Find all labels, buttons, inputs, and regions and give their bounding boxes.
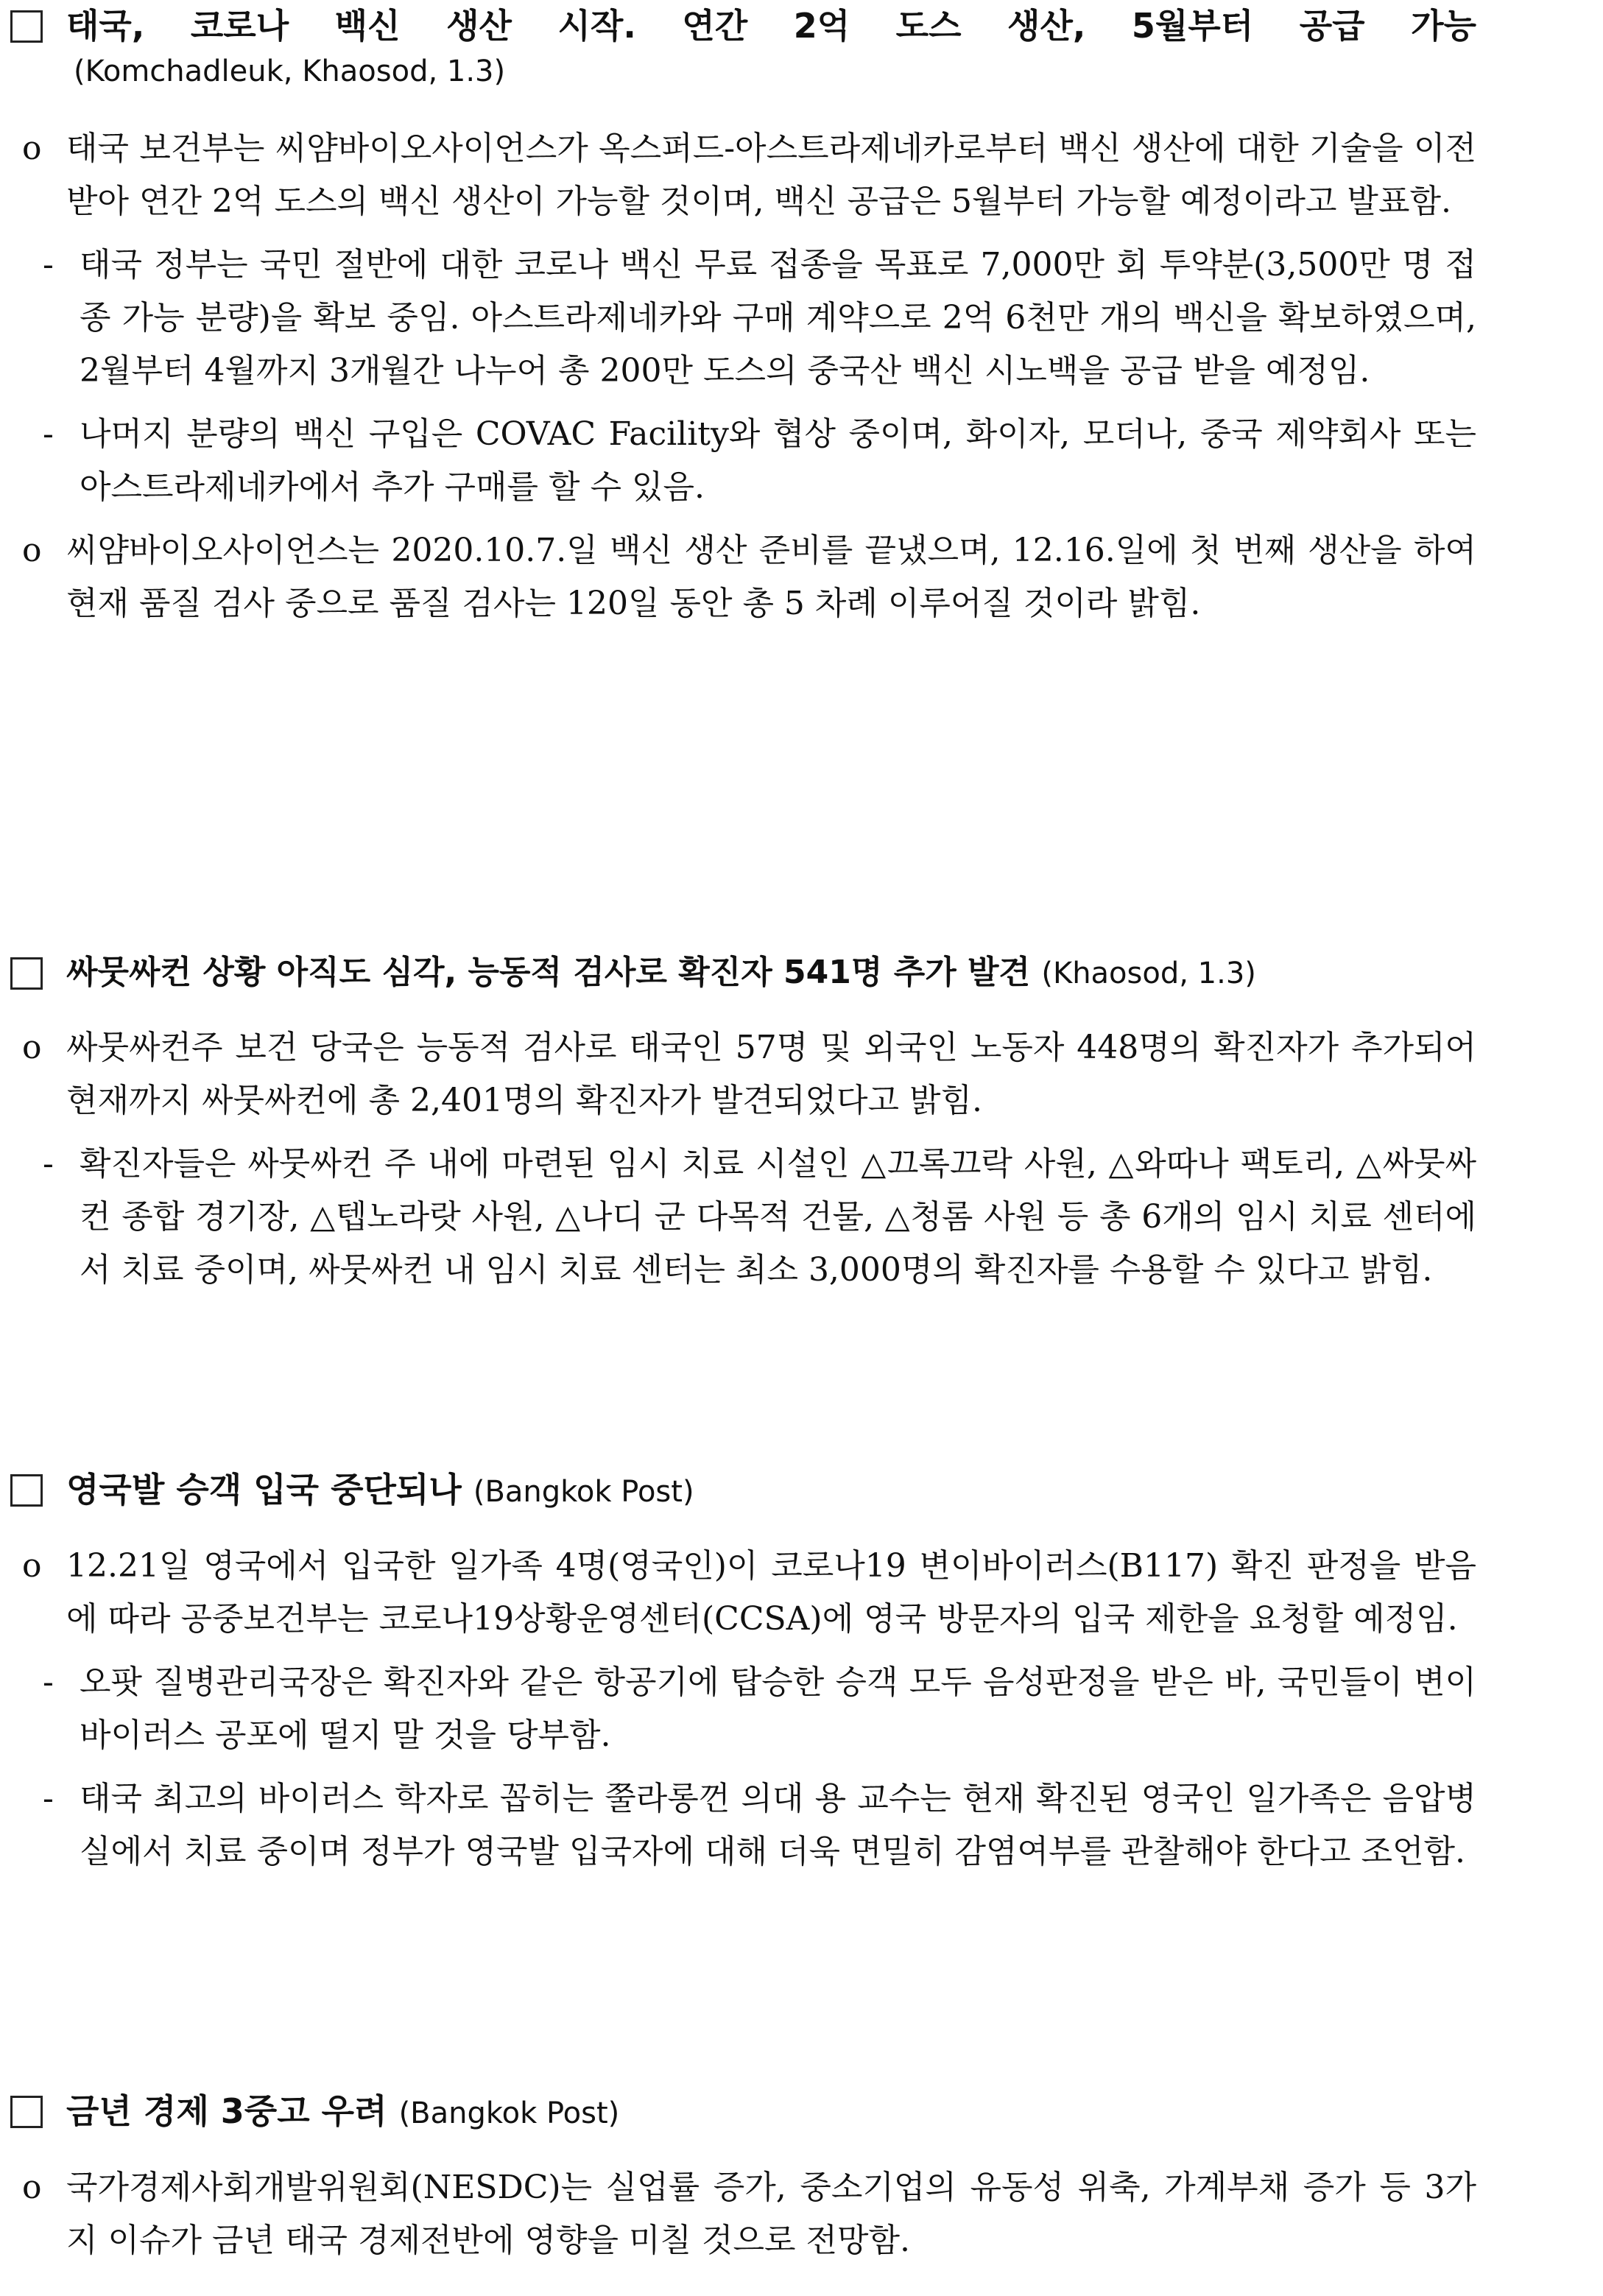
heading-source: (Komchadleuk, Khaosod, 1.3) <box>74 54 506 88</box>
news-section-uk-arrivals <box>0 1467 1603 1878</box>
paragraph-text: 나머지 분량의 백신 구입은 COVAC Facility와 협상 중이며, 화이자, 모더나, 중국 제약회사 또는 아스트라제네카에서 추가 구매를 할 수 있음. <box>80 415 1476 506</box>
dash-paragraph <box>0 1772 1476 1878</box>
heading-text: 태국, 코로나 백신 생산 시작. 연간 2억 도스 생산, 5월부터 공급 가능 <box>66 6 1476 46</box>
paragraph-text: 싸뭇싸컨주 보건 당국은 능동적 검사로 태국인 57명 및 외국인 노동자 448명의 확진자가 추가되어 현재까지 싸뭇싸컨에 총 2,401명의 확진자가 발견되었다고 밝힘. <box>66 1029 1476 1119</box>
news-section-vaccine-production <box>0 3 1603 630</box>
section-heading <box>0 1467 1476 1515</box>
news-section-samut-sakhon <box>0 950 1603 1297</box>
dash-marker: - <box>43 415 54 453</box>
bullet-marker: o <box>22 532 42 569</box>
bullet-marker: o <box>22 2169 42 2206</box>
dash-marker: - <box>43 1663 54 1701</box>
heading-text: 싸뭇싸컨 상황 아직도 심각, 능동적 검사로 확진자 541명 추가 발견 <box>66 954 1031 991</box>
bullet-paragraph <box>0 122 1476 228</box>
dash-paragraph <box>0 1138 1476 1297</box>
dash-paragraph <box>0 408 1476 514</box>
bullet-marker: o <box>22 1029 42 1066</box>
section-heading <box>0 950 1476 996</box>
paragraph-text: 태국 보건부는 씨얌바이오사이언스가 옥스퍼드-아스트라제네카로부터 백신 생산에 대한 기술을 이전 받아 연간 2억 도스의 백신 생산이 가능할 것이며, 백신 공급은 5월부터 가능할 예정이라고 발표함. <box>66 130 1476 220</box>
dash-paragraph <box>0 1656 1476 1762</box>
heading-source: (Bangkok Post) <box>398 2096 620 2130</box>
heading-text: 금년 경제 3중고 우려 <box>66 2091 387 2131</box>
dash-paragraph <box>0 239 1476 398</box>
paragraph-text: 국가경제사회개발위원회(NESDC)는 실업률 증가, 중소기업의 유동성 위축, 가계부채 증가 등 3가지 이슈가 금년 태국 경제전반에 영향을 미칠 것으로 전망함. <box>66 2169 1476 2259</box>
news-section-economy <box>0 2088 1603 2267</box>
paragraph-text: 확진자들은 싸뭇싸컨 주 내에 마련된 임시 치료 시설인 △끄록끄락 사원, △와따나 팩토리, △싸뭇싸컨 종합 경기장, △텝노라랏 사원, △나디 군 다목적 건물, △청롬 사원 등 총 6개의 임시 치료 센터에서 치료 중이며, 싸뭇싸컨 내 임시 치료 센터는 최소 3,000명의 확진자를 수용할 수 있다고 밝힘. <box>80 1145 1476 1289</box>
checkbox-icon <box>10 1474 43 1507</box>
dash-marker: - <box>43 246 54 284</box>
bullet-paragraph <box>0 524 1476 630</box>
dash-marker: - <box>43 1145 54 1183</box>
checkbox-icon <box>10 2096 43 2128</box>
dash-marker: - <box>43 1780 54 1817</box>
section-heading <box>0 3 1476 49</box>
checkbox-icon <box>10 957 43 990</box>
checkbox-icon <box>10 10 43 43</box>
paragraph-text: 씨얌바이오사이언스는 2020.10.7.일 백신 생산 준비를 끝냈으며, 12.16.일에 첫 번째 생산을 하여 현재 품질 검사 중으로 품질 검사는 120일 동안 총 5 차례 이루어질 것이라 밝힘. <box>66 532 1476 622</box>
bullet-paragraph <box>0 1540 1476 1646</box>
heading-source: (Bangkok Post) <box>473 1475 694 1509</box>
bullet-marker: o <box>22 130 42 167</box>
bullet-paragraph <box>0 1021 1476 1127</box>
section-heading <box>0 2088 1476 2136</box>
paragraph-text: 12.21일 영국에서 입국한 일가족 4명(영국인)이 코로나19 변이바이러스(B117) 확진 판정을 받음에 따라 공중보건부는 코로나19상황운영센터(CCSA)에 영국 방문자의 입국 제한을 요청할 예정임. <box>66 1547 1476 1638</box>
paragraph-text: 태국 정부는 국민 절반에 대한 코로나 백신 무료 접종을 목표로 7,000만 회 투약분(3,500만 명 접종 가능 분량)을 확보 중임. 아스트라제네카와 구매 계약으로 2억 6천만 개의 백신을 확보하였으며, 2월부터 4월까지 3개월간 나누어 총 200만 도스의 중국산 백신 시노백을 공급 받을 예정임. <box>80 246 1476 390</box>
paragraph-text: 태국 최고의 바이러스 학자로 꼽히는 쭐라롱껀 의대 용 교수는 현재 확진된 영국인 일가족은 음압병실에서 치료 중이며 정부가 영국발 입국자에 대해 더욱 면밀히 감염여부를 관찰해야 한다고 조언함. <box>80 1780 1476 1870</box>
heading-text: 영국발 승객 입국 중단되나 <box>66 1470 462 1510</box>
heading-source: (Khaosod, 1.3) <box>1041 957 1256 990</box>
bullet-marker: o <box>22 1547 42 1585</box>
paragraph-text: 오팟 질병관리국장은 확진자와 같은 항공기에 탑승한 승객 모두 음성판정을 받은 바, 국민들이 변이바이러스 공포에 떨지 말 것을 당부함. <box>80 1663 1476 1754</box>
bullet-paragraph <box>0 2161 1476 2267</box>
